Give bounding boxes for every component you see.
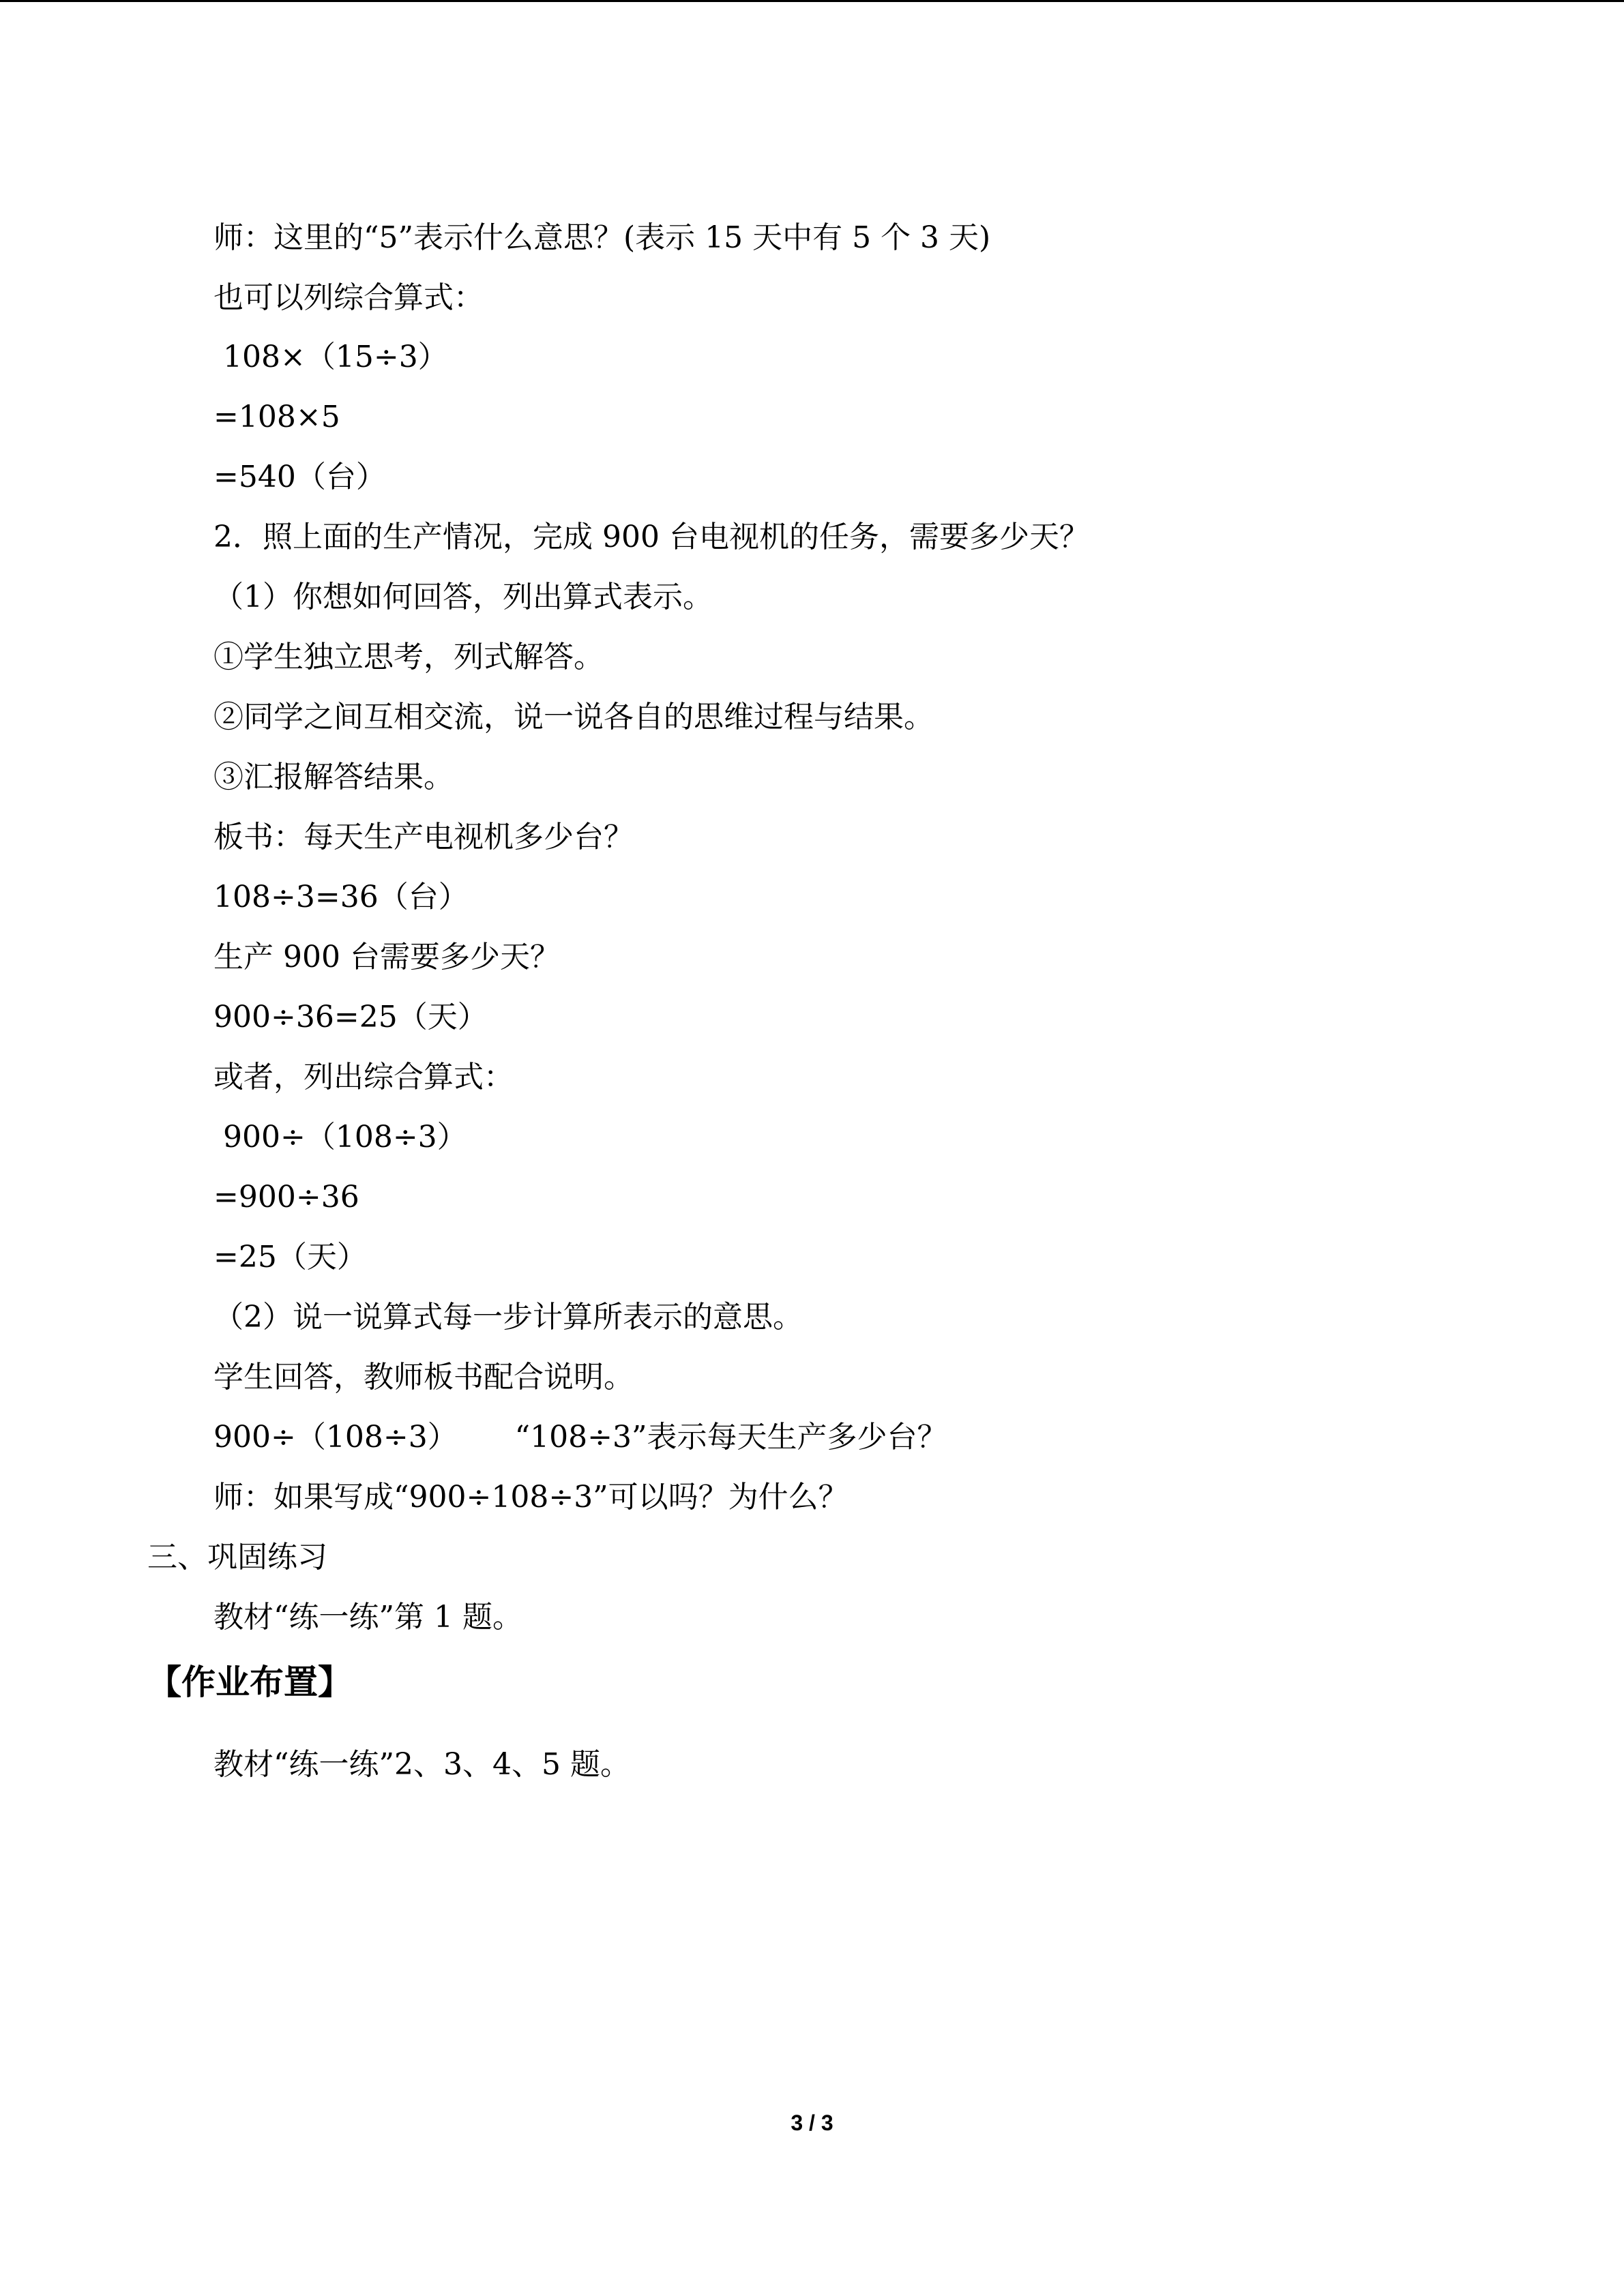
text-line: 师：这里的“5”表示什么意思？(表示 15 天中有 5 个 3 天): [213, 220, 991, 255]
text-line: 教材“练一练”第 1 题。: [213, 1600, 522, 1635]
question-line: 2．照上面的生产情况，完成 900 台电视机的任务，需要多少天？: [213, 520, 1089, 554]
text-line: 或者，列出综合算式：: [213, 1060, 514, 1094]
text-line: ②同学之间互相交流，说一说各自的思维过程与结果。: [213, 700, 934, 734]
text-line: ③汇报解答结果。: [213, 760, 454, 794]
text-line: 师：如果写成“900÷108÷3”可以吗？为什么？: [213, 1480, 848, 1515]
formula-line: 900÷（108÷3） “108÷3”表示每天生产多少台？: [213, 1420, 947, 1455]
formula-line: 108÷3=36（台）: [213, 880, 469, 914]
formula-line: =25（天）: [213, 1240, 367, 1274]
formula-line: =108×5: [213, 400, 340, 434]
text-line: （1）你想如何回答，列出算式表示。: [213, 580, 713, 614]
page-number: 3 / 3: [791, 2111, 833, 2135]
formula-line: =540（台）: [213, 460, 386, 494]
formula-line: 900÷36=25（天）: [213, 1000, 488, 1034]
section-heading: 三、巩固练习: [147, 1540, 327, 1575]
homework-heading: 【作业布置】: [147, 1663, 352, 1702]
homework-body: 教材“练一练”2、3、4、5 题。: [213, 1747, 630, 1782]
text-line: 生产 900 台需要多少天？: [213, 940, 560, 974]
text-line: 学生回答，教师板书配合说明。: [213, 1360, 634, 1395]
text-line: 也可以列综合算式：: [213, 280, 484, 315]
text-line: （2）说一说算式每一步计算所表示的意思。: [213, 1300, 803, 1335]
text-line: ①学生独立思考，列式解答。: [213, 640, 604, 674]
formula-line: 900÷（108÷3）: [213, 1120, 467, 1154]
formula-line: =900÷36: [213, 1180, 359, 1214]
formula-line: 108×（15÷3）: [213, 340, 448, 374]
text-line: 板书：每天生产电视机多少台？: [213, 820, 634, 854]
